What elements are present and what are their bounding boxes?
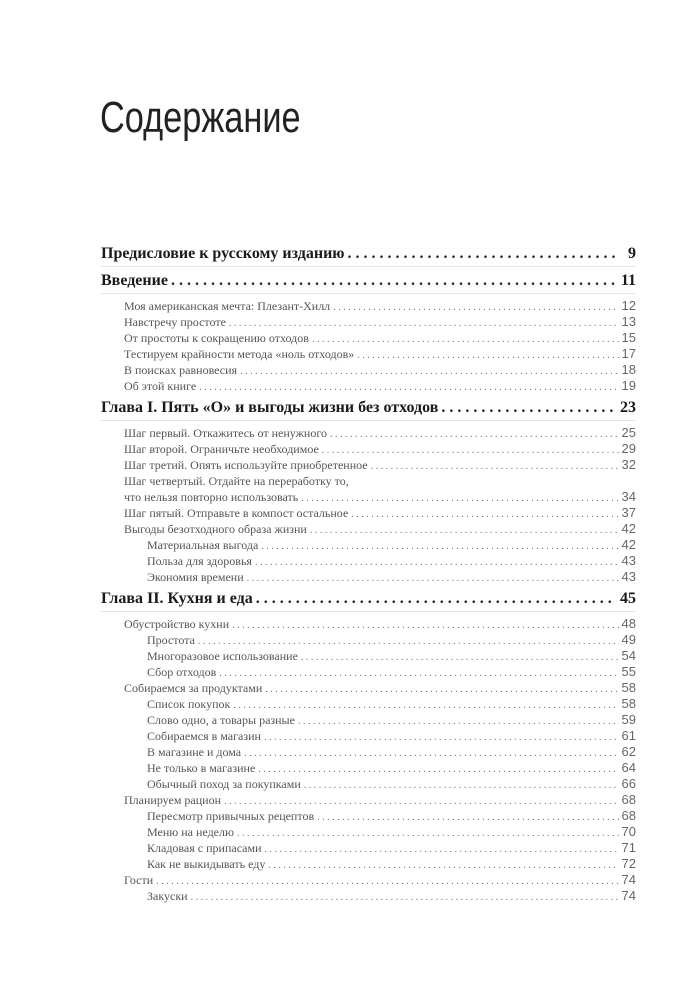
toc-entry[interactable]: [101, 553, 636, 569]
toc-entry[interactable]: [101, 648, 636, 664]
toc-entry-label: что нельзя повторно использовать: [124, 490, 299, 504]
toc-entry-label: Планируем рацион: [124, 793, 222, 807]
toc-entry-label: Выгоды безотходного образа жизни: [124, 522, 307, 536]
leader-dots: [199, 380, 618, 396]
leader-dots: [304, 778, 619, 794]
toc-page-number: 12: [621, 298, 636, 313]
toc-entry[interactable]: [101, 569, 636, 585]
toc-entry[interactable]: [101, 616, 636, 632]
toc-entry[interactable]: [101, 330, 636, 346]
toc-page-number: 42: [621, 537, 636, 552]
toc-page-number: 55: [621, 664, 636, 679]
toc-entry-label: Шаг второй. Ограничьте необходимое: [124, 442, 319, 456]
toc-page-number: 72: [621, 856, 636, 871]
leader-dots: [268, 858, 618, 874]
toc-entry-preface[interactable]: [101, 241, 636, 267]
toc-entry-label: Глава II. Кухня и еда: [101, 590, 253, 607]
toc-page-number: 59: [621, 712, 636, 727]
toc-entry-label: Собираемся в магазин: [147, 729, 261, 743]
toc-entry-chapter-2[interactable]: [101, 586, 636, 612]
toc-entry-label: Закуски: [147, 889, 188, 903]
toc-entry-label: Как не выкидывать еду: [147, 857, 266, 871]
leader-dots: [301, 650, 619, 666]
toc-entry[interactable]: [101, 760, 636, 776]
toc-entry[interactable]: [101, 632, 636, 648]
leader-dots: [219, 666, 618, 682]
toc-entry[interactable]: [101, 489, 636, 505]
toc-entry-label: Тестируем крайности метода «ноль отходов»: [124, 347, 355, 361]
toc-entry-label: Гости: [124, 873, 154, 887]
toc-entry[interactable]: [101, 441, 636, 457]
toc-entry-label: Слово одно, а товары разные: [147, 713, 295, 727]
leader-dots: [310, 523, 619, 539]
leader-dots: [348, 241, 615, 266]
toc-entry-label: Шаг третий. Опять используйте приобретенное: [124, 458, 368, 472]
toc-entry-label: Собираемся за продуктами: [124, 681, 263, 695]
toc-entry-label: Обычный поход за покупками: [147, 777, 301, 791]
leader-dots: [244, 746, 618, 762]
toc-page-number: 29: [621, 441, 636, 456]
toc-page-number: 62: [621, 744, 636, 759]
toc-entry-label: Шаг пятый. Отправьте в компост остальное: [124, 506, 349, 520]
toc-page-number: 71: [621, 840, 636, 855]
toc-entry-label: От простоты к сокращению отходов: [124, 331, 309, 345]
toc-entry[interactable]: [101, 346, 636, 362]
toc-entry[interactable]: [101, 521, 636, 537]
toc-entry[interactable]: [101, 808, 636, 824]
toc-entry[interactable]: [101, 680, 636, 696]
toc-entry[interactable]: [101, 776, 636, 792]
leader-dots: [191, 890, 619, 906]
toc-page-number: 49: [621, 632, 636, 647]
page-title: Содержание: [100, 93, 301, 142]
toc-page-number: 34: [621, 489, 636, 504]
leader-dots: [351, 507, 618, 523]
toc-entry-label: Сбор отходов: [147, 665, 217, 679]
toc-entry-label: Список покупок: [147, 697, 231, 711]
toc-entry[interactable]: [101, 298, 636, 314]
leader-dots: [301, 491, 618, 507]
leader-dots: [247, 571, 619, 587]
toc-entry[interactable]: [101, 314, 636, 330]
toc-entry[interactable]: [101, 792, 636, 808]
leader-dots: [333, 300, 618, 316]
toc-entry[interactable]: [101, 378, 636, 394]
toc-page-number: 15: [621, 330, 636, 345]
toc-entry-first-line[interactable]: Шаг четвертый. Отдайте на переработку то,: [124, 474, 349, 488]
toc-page-number: 74: [621, 888, 636, 903]
toc-page-number: 9: [628, 245, 636, 262]
toc-entry-label: Предисловие к русскому изданию: [101, 245, 345, 262]
leader-dots: [441, 395, 615, 420]
toc-page-number: 17: [621, 346, 636, 361]
toc-entry-label: Навстречу простоте: [124, 315, 226, 329]
toc-page-number: 32: [621, 457, 636, 472]
toc-page-number: 42: [621, 521, 636, 536]
toc-page-number: 13: [621, 314, 636, 329]
toc-entry[interactable]: [101, 840, 636, 856]
toc-entry-label: Польза для здоровья: [147, 554, 252, 568]
toc-entry-label: Материальная выгода: [147, 538, 259, 552]
toc-entry-label: В магазине и дома: [147, 745, 242, 759]
toc-entry-label: Шаг первый. Откажитесь от ненужного: [124, 426, 327, 440]
toc-entry-label: Экономия времени: [147, 570, 244, 584]
toc-entry-label: Глава I. Пять «О» и выгоды жизни без отходов: [101, 399, 439, 416]
toc-entry-label: Меню на неделю: [147, 825, 234, 839]
table-of-contents: [101, 240, 636, 904]
toc-page-number: 66: [621, 776, 636, 791]
toc-entry[interactable]: [101, 696, 636, 712]
toc-entry-label: Пересмотр привычных рецептов: [147, 809, 315, 823]
toc-page-number: 64: [621, 760, 636, 775]
toc-entry[interactable]: [101, 856, 636, 872]
leader-dots: [330, 427, 619, 443]
toc-entry[interactable]: [101, 872, 636, 888]
toc-entry[interactable]: [101, 664, 636, 680]
toc-entry[interactable]: [101, 537, 636, 553]
toc-page-number: 11: [620, 272, 636, 289]
toc-entry-label: Об этой книге: [124, 379, 197, 393]
toc-page-number: 37: [621, 505, 636, 520]
toc-page-number: 58: [621, 696, 636, 711]
toc-page-number: 48: [621, 616, 636, 631]
toc-page-number: 43: [621, 553, 636, 568]
toc-page-number: 58: [621, 680, 636, 695]
leader-dots: [256, 586, 615, 611]
leader-dots: [232, 618, 618, 634]
leader-dots: [265, 842, 619, 858]
leader-dots: [312, 332, 619, 348]
leader-dots: [156, 874, 618, 890]
toc-page-number: 70: [621, 824, 636, 839]
toc-page-number: 45: [620, 590, 636, 607]
toc-entry-label: Многоразовое использование: [147, 649, 298, 663]
toc-page-number: 61: [621, 728, 636, 743]
toc-entry-chapter-1[interactable]: [101, 395, 636, 421]
toc-page-number: 23: [620, 399, 636, 416]
toc-entry[interactable]: [101, 824, 636, 840]
leader-dots: [255, 555, 619, 571]
toc-entry-label: Моя американская мечта: Плезант-Хилл: [124, 299, 331, 313]
toc-entry-label: Не только в магазине: [147, 761, 256, 775]
leader-dots: [298, 714, 619, 730]
leader-dots: [261, 539, 618, 555]
toc-page-number: 19: [621, 378, 636, 393]
leader-dots: [258, 762, 618, 778]
toc-entry-introduction[interactable]: [101, 268, 636, 294]
toc-page-number: 25: [621, 425, 636, 440]
toc-page-number: 43: [621, 569, 636, 584]
toc-entry[interactable]: [101, 744, 636, 760]
toc-entry[interactable]: [101, 505, 636, 521]
toc-page-number: 68: [621, 808, 636, 823]
leader-dots: [237, 826, 619, 842]
leader-dots: [240, 364, 618, 380]
leader-dots: [357, 348, 618, 364]
toc-entry[interactable]: [101, 712, 636, 728]
toc-entry-label: Простота: [147, 633, 195, 647]
toc-entry-label: Кладовая с припасами: [147, 841, 262, 855]
leader-dots: [264, 730, 619, 746]
toc-entry-label: В поисках равновесия: [124, 363, 238, 377]
leader-dots: [371, 459, 619, 475]
toc-page-number: 68: [621, 792, 636, 807]
toc-page-number: 54: [621, 648, 636, 663]
toc-page-number: 74: [621, 872, 636, 887]
toc-entry[interactable]: [101, 888, 636, 904]
toc-entry-label: Введение: [101, 272, 168, 289]
toc-entry-label: Обустройство кухни: [124, 617, 230, 631]
toc-entry[interactable]: [101, 728, 636, 744]
toc-entry[interactable]: [101, 362, 636, 378]
toc-page-number: 18: [621, 362, 636, 377]
toc-entry[interactable]: [101, 457, 636, 473]
leader-dots: [317, 810, 618, 826]
leader-dots: [265, 682, 618, 698]
leader-dots: [171, 268, 615, 293]
toc-entry[interactable]: [101, 425, 636, 441]
